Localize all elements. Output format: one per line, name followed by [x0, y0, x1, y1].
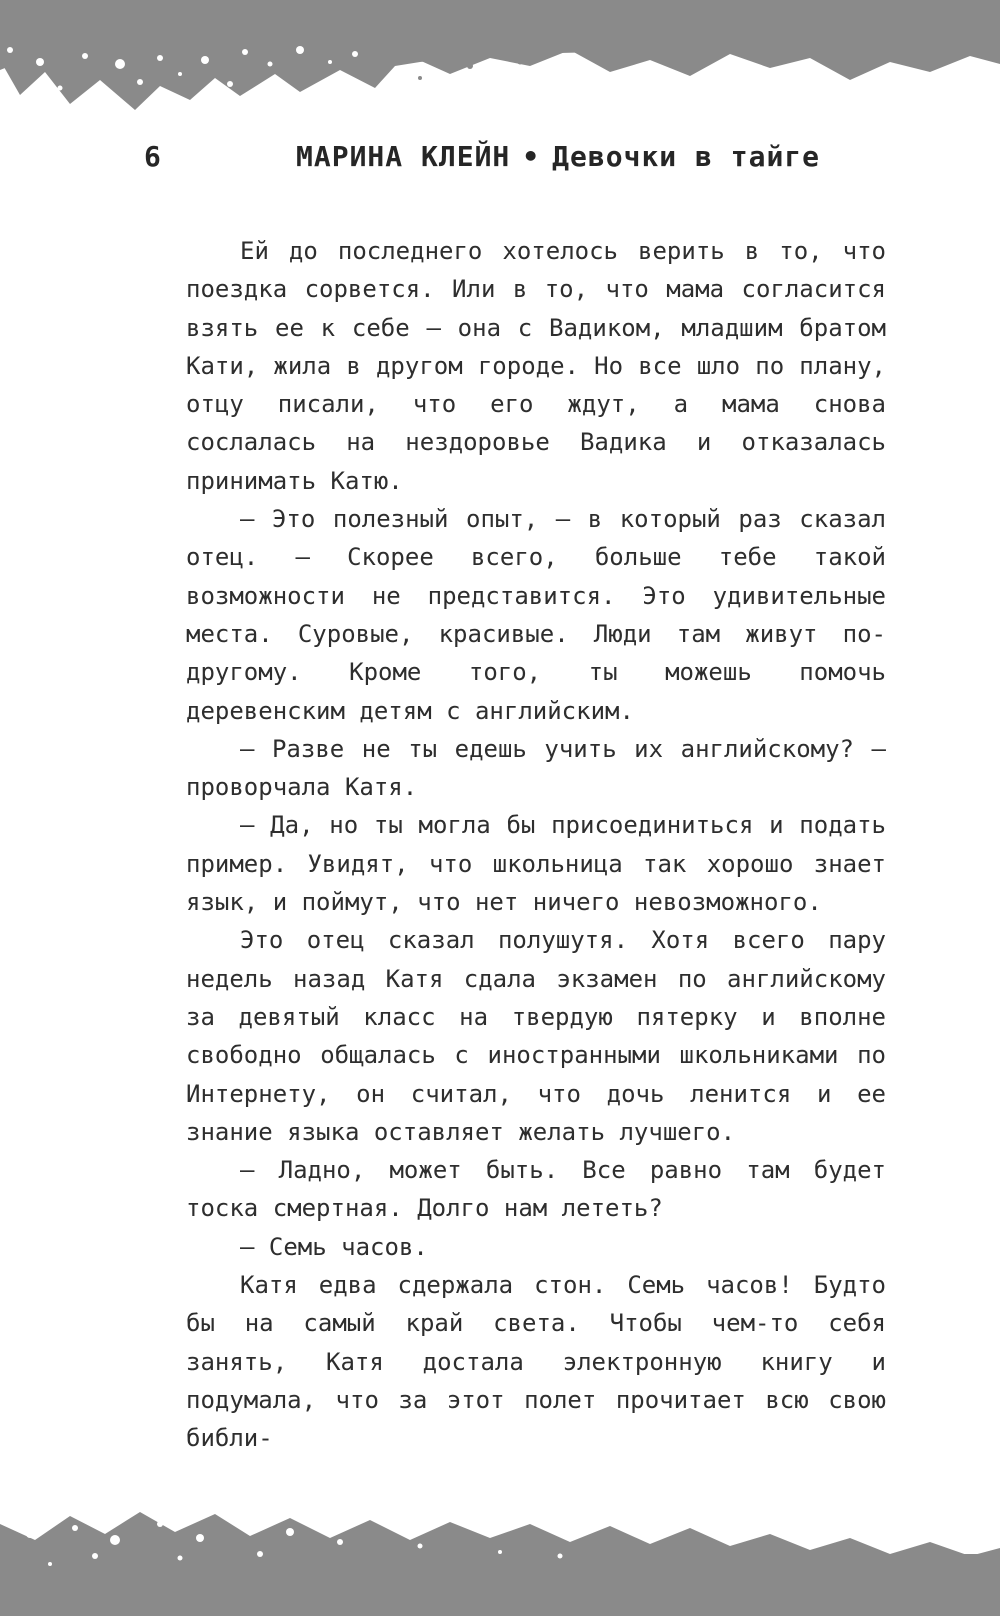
- running-header: [0, 140, 1000, 180]
- paragraph: — Это полезный опыт, — в который раз сказал отец. — Скорее всего, больше тебе такой возможности не представится. Это удивительные места. Суровые, красивые. Люди там живут по-другому. Кроме того, ты можешь помочь деревенским детям с английским.: [186, 505, 886, 725]
- top-grunge-border: [0, 0, 1000, 120]
- paragraph: — Ладно, может быть. Все равно там будет тоска смертная. Долго нам лететь?: [186, 1156, 886, 1223]
- body-text: [186, 232, 886, 1458]
- bottom-grunge-border: [0, 1494, 1000, 1616]
- book-title: Девочки в тайге: [552, 140, 821, 173]
- running-head: [296, 140, 820, 173]
- paragraph: Это отец сказал полушутя. Хотя всего пару недель назад Катя сдала экзамен по английскому за девятый класс на твердую пятерку и вполне свободно общалась с иностранными школьниками по Интернету, он считал, что дочь ленится и ее знание языка оставляет желать лучшего.: [186, 926, 886, 1146]
- paragraph: — Да, но ты могла бы присоединиться и подать пример. Увидят, что школьница так хорошо знает язык, и поймут, что нет ничего невозможного.: [186, 811, 886, 917]
- paragraph: Ей до последнего хотелось верить в то, что поездка сорвется. Или в то, что мама согласится взять ее к себе — она с Вадиком, младшим братом Кати, жила в другом городе. Но все шло по плану, отцу писали, что его ждут, а мама снова сослалась на нездоровье Вадика и отказалась принимать Катю.: [186, 237, 886, 495]
- author-name: МАРИНА КЛЕЙН: [296, 140, 511, 173]
- header-separator: •: [522, 140, 541, 173]
- paragraph: — Семь часов.: [240, 1232, 428, 1261]
- paragraph: — Разве не ты едешь учить их английскому? — проворчала Катя.: [186, 734, 886, 802]
- page-number: 6: [144, 140, 161, 173]
- paragraph: Катя едва сдержала стон. Семь часов! Будто бы на самый край света. Чтобы чем-то себя занять, Катя достала электронную книгу и подумала, что за этот полет прочитает всю свою библи-: [186, 1271, 886, 1453]
